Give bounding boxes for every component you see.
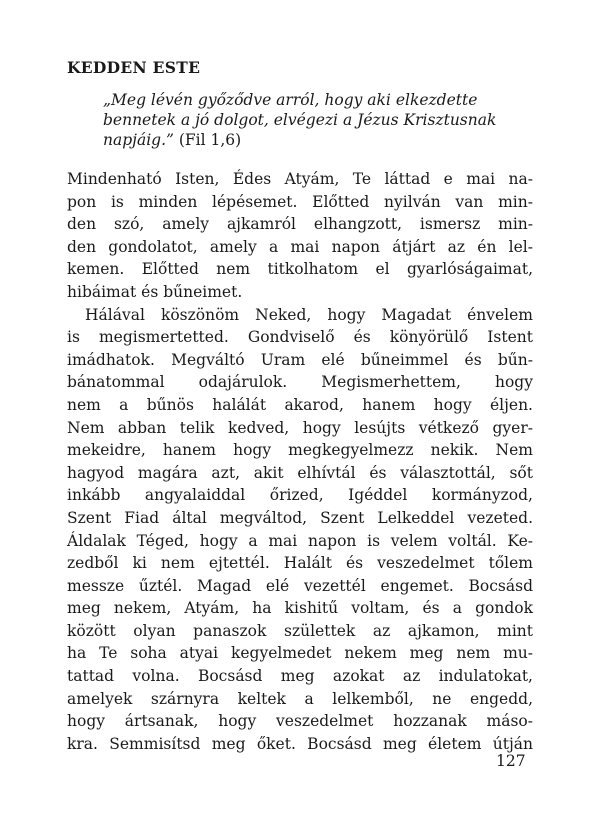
text-line: hagyod magára azt, akit elhívtál és választottál, sőt — [67, 463, 533, 482]
text-line: kra. Semmisítsd meg őket. Bocsásd meg életem útján — [67, 734, 533, 753]
text-line: messze űztél. Magad elé vezettél engemet. Bocsásd — [67, 576, 533, 595]
text-line: den gondolatot, amely a mai napon átjárt az én lel- — [67, 237, 533, 256]
text-line: mekeidre, hanem hogy megkegyelmezz nekik. Nem — [67, 441, 533, 460]
text-line: zedből ki nem ejtettél. Halált és veszedelmet tőlem — [67, 554, 533, 573]
prayer-text — [67, 168, 533, 755]
text-line: Áldalak Téged, hogy a mai napon is velem voltál. Ke- — [67, 531, 533, 550]
page-number: 127 — [496, 752, 526, 770]
page — [67, 58, 533, 755]
text-line: Hálával köszönöm Neked, hogy Magadat énvelem — [85, 305, 533, 324]
text-line: bánatommal odajárulok. Megismerhettem, hogy — [67, 373, 533, 392]
text-line: pon is minden lépésemet. Előtted nyilván van min- — [67, 192, 533, 211]
text-line: Mindenható Isten, Édes Atyám, Te láttad e mai na- — [67, 170, 533, 188]
paragraph — [67, 168, 533, 304]
text-line: amelyek szárnyra keltek a lelkemből, ne engedd, — [67, 689, 533, 708]
text-line: hogy ártsanak, hogy veszedelmet hozzanak máso- — [67, 712, 533, 731]
paragraph — [67, 304, 533, 756]
text-line: nem a bűnös halálát akarod, hanem hogy éljen. — [67, 395, 533, 414]
motto-quote-line: bennetek a jó dolgot, elvégezi a Jézus Krisztusnak — [103, 111, 497, 129]
text-line: Szent Fiad által megváltod, Szent Lelkeddel vezeted. — [67, 508, 533, 527]
text-line: tattad volna. Bocsásd meg azokat az indulatokat, — [67, 667, 533, 686]
section-heading: KEDDEN ESTE — [67, 58, 201, 77]
text-line: is megismertetted. Gondviselő és könyörülő Istent — [67, 328, 533, 347]
bible-motto — [103, 90, 533, 150]
text-line: imádhatok. Megváltó Uram elé bűneimmel és bűn- — [67, 350, 533, 369]
text-line: Nem abban telik kedved, hogy lesújts vétkező gyer- — [67, 418, 533, 437]
text-line: ha Te soha atyai kegyelmedet nekem meg nem mu- — [67, 644, 533, 663]
motto-reference: (Fil 1,6) — [173, 131, 242, 149]
text-line: den szó, amely ajkamról elhangzott, ismersz min- — [67, 215, 533, 234]
motto-quote-line: „Meg lévén győződve arról, hogy aki elkezdette — [103, 91, 478, 109]
text-line: között olyan panaszok születtek az ajkamon, mint — [67, 621, 533, 640]
text-line: meg nekem, Atyám, ha kishitű voltam, és a gondok — [67, 599, 533, 618]
text-line: kemen. Előtted nem titkolhatom el gyarlóságaimat, — [67, 260, 533, 279]
text-line: hibáimat és bűneimet. — [67, 282, 243, 301]
motto-quote-line: napjáig.” — [103, 131, 174, 149]
text-line: inkább angyalaiddal őrized, Igéddel kormányzod, — [67, 486, 533, 505]
